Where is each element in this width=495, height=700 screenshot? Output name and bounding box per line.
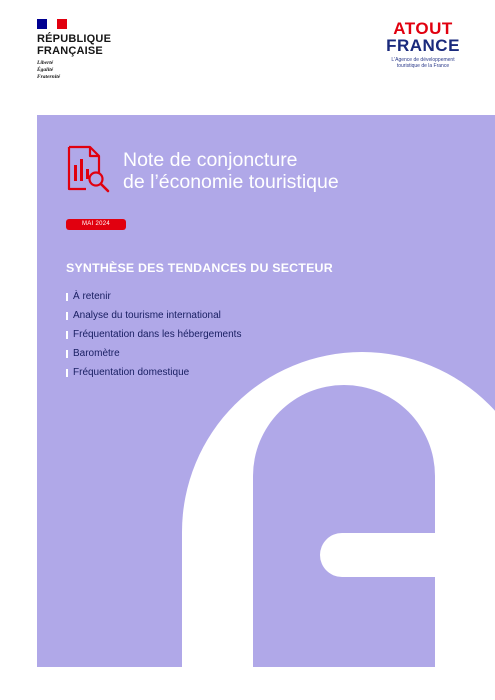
republique-name: RÉPUBLIQUE FRANÇAISE <box>37 33 112 57</box>
cover-panel <box>37 115 495 667</box>
decorative-arch-notch <box>320 533 495 577</box>
toc-item-tourisme-international[interactable]: Analyse du tourisme international <box>66 310 241 329</box>
french-flag-icon <box>37 19 67 29</box>
report-magnifier-icon <box>66 145 112 193</box>
date-badge: MAI 2024 <box>66 219 126 230</box>
page-title: Note de conjoncture de l’économie touristique <box>123 149 339 193</box>
section-subtitle: SYNTHÈSE DES TENDANCES DU SECTEUR <box>66 261 333 275</box>
republique-motto: Liberté Égalité Fraternité <box>37 60 61 80</box>
atout-france-logo: ATOUT FRANCE L'Agence de développement touristique de la France <box>382 20 464 69</box>
republique-francaise-logo <box>37 19 147 81</box>
toc-item-a-retenir[interactable]: À retenir <box>66 291 241 310</box>
toc-item-frequentation-hebergements[interactable]: Fréquentation dans les hébergements <box>66 329 241 348</box>
toc-item-frequentation-domestique[interactable]: Fréquentation domestique <box>66 367 241 386</box>
toc-item-barometre[interactable]: Baromètre <box>66 348 241 367</box>
table-of-contents <box>66 291 241 386</box>
decorative-arch-inner <box>253 385 435 667</box>
atout-france-tagline: L'Agence de développement touristique de la France <box>391 57 455 69</box>
